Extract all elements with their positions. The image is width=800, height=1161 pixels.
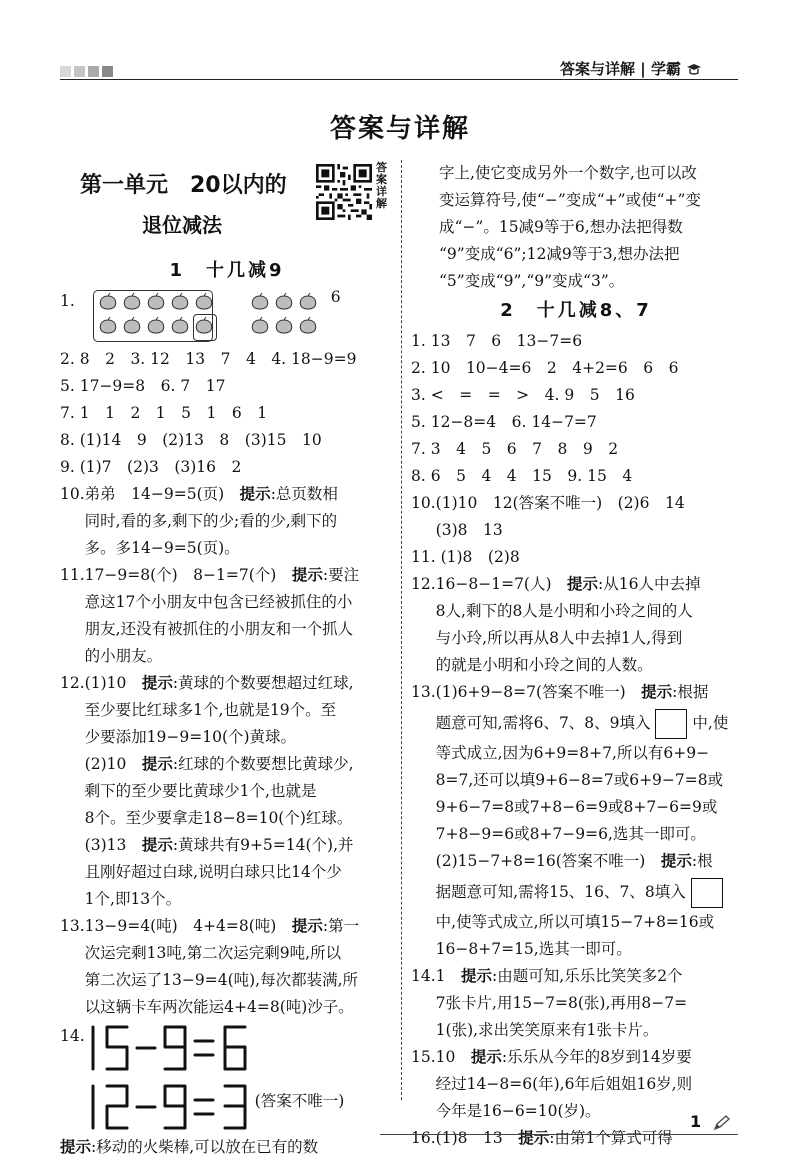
footer-rule — [380, 1134, 738, 1135]
text: :红球的个数要想比黄球少, — [172, 755, 354, 773]
answer-line-11: 11. (1)8 (2)8 — [411, 548, 520, 566]
item-number: 1. — [60, 292, 75, 310]
text: :乐乐从今年的8岁到14岁要 — [501, 1048, 692, 1066]
text: :第一 — [322, 917, 360, 935]
item-number: 13. — [60, 917, 85, 935]
running-header — [560, 58, 702, 79]
section-heading-2: 2 十几减8、7 — [500, 300, 652, 321]
text: 8人,剩下的8人是小明和小玲之间的人 — [435, 602, 693, 620]
text: 中,使 — [692, 714, 729, 732]
item-number: 10. — [60, 485, 85, 503]
answer-line-2-4: 2. 8 2 3. 12 13 7 4 4. 18−9=9 — [60, 350, 357, 368]
header-square — [60, 66, 71, 77]
peach-icon — [193, 317, 215, 336]
hint-label: 提示 — [641, 683, 673, 701]
text: 且刚好超过白球,说明白球只比14个少 — [84, 863, 342, 881]
header-square — [88, 66, 99, 77]
text: :总页数相 — [270, 485, 338, 503]
page-number — [690, 1112, 731, 1131]
peach-icon — [273, 317, 295, 336]
header-separator: | — [640, 60, 646, 78]
peach-icon — [193, 293, 215, 312]
answer-q12 — [60, 670, 394, 913]
hint-label: 提示 — [60, 1138, 92, 1156]
item-number: 12. — [411, 575, 436, 593]
answer-q14-right — [411, 963, 741, 1044]
text: 次运完剩13吨,第二次运完剩9吨,所以 — [84, 944, 342, 962]
answer-q10-right — [411, 490, 741, 544]
answer-q1 — [60, 288, 394, 346]
hint-label: 提示 — [141, 836, 173, 854]
text: :移动的火柴棒,可以放在已有的数 — [91, 1138, 319, 1156]
answer-box — [655, 709, 687, 739]
answer-line-7: 7. 1 1 2 1 5 1 6 1 — [60, 404, 268, 422]
text: 弟弟 14−9=5(页) — [84, 485, 240, 503]
text: (1)10 12(答案不唯一) (2)6 14 — [435, 494, 685, 512]
answer-line-8-9: 8. 6 5 4 4 15 9. 15 4 — [411, 467, 633, 485]
text: 17−9=8(个) 8−1=7(个) — [84, 566, 292, 584]
text: 的就是小明和小玲之间的人数。 — [435, 656, 653, 674]
text: 9+6−7=8或7+8−6=9或8+7−6=9或 — [435, 798, 718, 816]
text: :黄球共有9+5=14(个),并 — [172, 836, 354, 854]
answer-line-3-4: 3. < = = > 4. 9 5 16 — [411, 386, 635, 404]
text: 1 — [435, 967, 462, 985]
peach-icon — [249, 317, 271, 336]
text: 第二次运了13−9=4(吨),每次都装满,所 — [84, 971, 359, 989]
peach-icon — [97, 293, 119, 312]
text: (1)6+9−8=7(答案不唯一) — [435, 683, 642, 701]
text: 与小玲,所以再从8人中去掉1人,得到 — [435, 629, 683, 647]
column-divider — [401, 160, 402, 1100]
unit-title-line2: 退位减法 — [142, 213, 222, 237]
peach-icon — [169, 317, 191, 336]
text: 朋友,还没有被抓住的小朋友和一个抓人 — [84, 620, 354, 638]
text: :要注 — [322, 566, 360, 584]
answer-line-5-6: 5. 12−8=4 6. 14−7=7 — [411, 413, 597, 431]
text: (1)8 13 — [435, 1129, 519, 1147]
peach-icon — [97, 317, 119, 336]
right-column — [411, 160, 741, 1152]
text: :黄球的个数要想超过红球, — [172, 674, 354, 692]
header-square — [102, 66, 113, 77]
peach-row-top-left — [97, 293, 215, 312]
answer-box — [691, 878, 723, 908]
answer-q11 — [60, 562, 394, 670]
hint-label: 提示 — [291, 917, 323, 935]
text: 变运算符号,使“−”变成“+”或使“+”变 — [439, 191, 701, 209]
hint-label: 提示 — [141, 674, 173, 692]
header-decoration — [60, 66, 113, 77]
unit-title-line1: 第一单元 20以内的 — [80, 173, 287, 198]
qr-caption-char: 解 — [376, 197, 387, 210]
matchstick-equation-1 — [85, 1023, 265, 1073]
item-number: 11. — [60, 566, 85, 584]
header-square — [74, 66, 85, 77]
answer-line-7: 7. 3 4 5 6 7 8 9 2 — [411, 440, 619, 458]
page-number-text: 1 — [690, 1112, 702, 1131]
text: 8=7,还可以填9+6−8=7或6+9−7=8或 — [435, 771, 724, 789]
answer-q12-right — [411, 571, 741, 679]
text: 剩下的至少要比黄球少1个,也就是 — [84, 782, 317, 800]
qr-code-icon[interactable] — [316, 164, 372, 220]
qr-caption-char: 详 — [376, 185, 387, 198]
brand-logo: 学霸 — [650, 60, 681, 78]
peach-icon — [249, 293, 271, 312]
peach-icon — [145, 317, 167, 336]
text: 字上,使它变成另外一个数字,也可以改 — [439, 164, 697, 182]
peach-icon — [169, 293, 191, 312]
hint-label: 提示 — [141, 755, 173, 773]
text: 8个。至少要拿走18−8=10(个)红球。 — [84, 809, 353, 827]
header-rule — [60, 79, 738, 80]
peach-icon — [273, 293, 295, 312]
text: (1)10 — [84, 674, 142, 692]
header-title: 答案与详解 — [560, 60, 636, 78]
text: 的小朋友。 — [84, 647, 163, 665]
matchstick-equation-2 — [85, 1082, 265, 1132]
text: 今年是16−6=10(岁)。 — [435, 1102, 601, 1120]
text: 少要添加19−9=10(个)黄球。 — [84, 728, 297, 746]
text: 意这17个小朋友中包含已经被抓住的小 — [84, 593, 353, 611]
peach-row-top-right — [249, 293, 319, 312]
qr-caption-char: 案 — [376, 173, 387, 186]
text: 16−8−1=7(人) — [435, 575, 568, 593]
item-number: 16. — [411, 1129, 436, 1147]
hint-label: 提示 — [461, 967, 493, 985]
hint-label: 提示 — [660, 852, 692, 870]
page-title: 答案与详解 — [329, 114, 470, 144]
peach-icon — [297, 317, 319, 336]
text: :由第1个算式可得 — [549, 1129, 673, 1147]
text: 成“−”。15减9等于6,想办法把得数 — [439, 218, 683, 236]
graduation-cap-icon — [686, 63, 702, 77]
hint-label: 提示 — [470, 1048, 502, 1066]
qr-caption-char: 答 — [376, 161, 387, 174]
hint-label: 提示 — [291, 566, 323, 584]
text: 据题意可知,需将15、16、7、8填入 — [435, 883, 686, 901]
peach-row-bottom-left — [97, 317, 215, 336]
text: 等式成立,因为6+9=8+7,所以有6+9− — [435, 744, 710, 762]
text: :从16人中去掉 — [598, 575, 701, 593]
answer-line-1: 1. 13 7 6 13−7=6 — [411, 332, 583, 350]
qr-caption — [376, 162, 390, 210]
hint-label: 提示 — [239, 485, 271, 503]
text: 以这辆卡车两次能运4+4=8(吨)沙子。 — [84, 998, 354, 1016]
hint-label: 提示 — [567, 575, 599, 593]
answer-q10 — [60, 481, 394, 562]
peach-icon — [297, 293, 319, 312]
text: 7+8−9=6或8+7−9=6,选其一即可。 — [435, 825, 706, 843]
answer-line-9: 9. (1)7 (2)3 (3)16 2 — [60, 458, 242, 476]
item-number: 14. — [411, 967, 436, 985]
item-number: 10. — [411, 494, 436, 512]
hint-label: 提示 — [518, 1129, 550, 1147]
text: :根据 — [672, 683, 709, 701]
text: 7张卡片,用15−7=8(张),再用8−7= — [435, 994, 688, 1012]
text: 题意可知,需将6、7、8、9填入 — [435, 714, 651, 732]
answer-line-8: 8. (1)14 9 (2)13 8 (3)15 10 — [60, 431, 322, 449]
q14-note: (答案不唯一) — [254, 1092, 345, 1110]
text: 经过14−8=6(年),6年后姐姐16岁,则 — [435, 1075, 693, 1093]
text: 多。多14−9=5(页)。 — [84, 539, 240, 557]
answer-line-5-6: 5. 17−9=8 6. 7 17 — [60, 377, 226, 395]
text: (2)10 — [84, 755, 142, 773]
peach-row-bottom-right — [249, 317, 319, 336]
text: (2)15−7+8=16(答案不唯一) — [435, 852, 661, 870]
text: “5”变成“9”,“9”变成“3”。 — [439, 272, 625, 290]
text: 16−8+7=15,选其一即可。 — [435, 940, 632, 958]
item-number: 14. — [60, 1027, 85, 1045]
left-column — [60, 160, 394, 1161]
q1-answer: 6 — [330, 288, 341, 306]
peach-icon — [145, 293, 167, 312]
answer-q13 — [60, 913, 394, 1021]
item-number: 15. — [411, 1048, 436, 1066]
unit-heading — [60, 160, 394, 255]
text: :由题可知,乐乐比笑笑多2个 — [492, 967, 683, 985]
text: 10 — [435, 1048, 471, 1066]
answer-line-2: 2. 10 10−4=6 2 4+2=6 6 6 — [411, 359, 679, 377]
text: “9”变成“6”;12减9等于3,想办法把 — [439, 245, 680, 263]
text: 中,使等式成立,所以可填15−7+8=16或 — [435, 913, 715, 931]
text: (3)8 13 — [435, 521, 503, 539]
text: :根 — [691, 852, 713, 870]
item-number: 13. — [411, 683, 436, 701]
text: 13−9=4(吨) 4+4=8(吨) — [84, 917, 292, 935]
peach-figure — [81, 288, 361, 344]
text: 1个,即13个。 — [84, 890, 182, 908]
pencil-icon — [713, 1115, 731, 1131]
answer-q14 — [60, 1023, 394, 1134]
item-number: 12. — [60, 674, 85, 692]
text: 同时,看的多,剩下的少;看的少,剩下的 — [84, 512, 338, 530]
text: 至少要比红球多1个,也就是19个。至 — [84, 701, 337, 719]
section-heading-1: 1 十几减9 — [169, 260, 285, 281]
answer-q13-right — [411, 679, 741, 963]
text: (3)13 — [84, 836, 142, 854]
peach-icon — [121, 317, 143, 336]
text: 1(张),求出笑笑原来有1张卡片。 — [435, 1021, 659, 1039]
peach-icon — [121, 293, 143, 312]
